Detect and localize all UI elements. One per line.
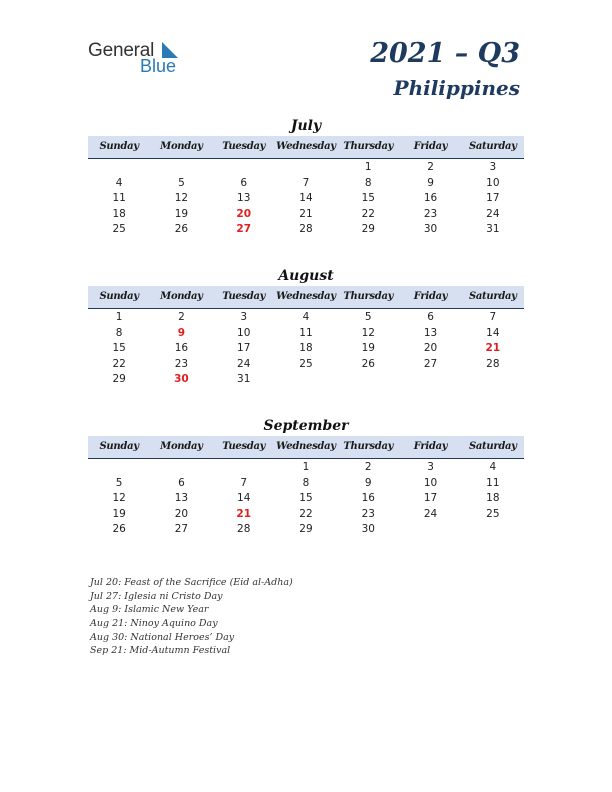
- week-row: [88, 357, 524, 373]
- month-august: [88, 266, 524, 388]
- date-cell: 15: [112, 342, 126, 354]
- date-cell: 13: [237, 192, 251, 204]
- holiday-note: Jul 27: Iglesia ni Cristo Day: [90, 590, 223, 602]
- date-cell: 7: [302, 176, 310, 189]
- date-cell: 1: [302, 461, 310, 473]
- weekday-header: [88, 436, 524, 459]
- date-cell: 10: [423, 476, 438, 489]
- date-cell: 2: [427, 161, 434, 173]
- empty-cell: [399, 522, 461, 538]
- empty-cell: [150, 460, 212, 476]
- weekday-label: Saturday: [468, 141, 517, 152]
- date-cell: 2: [364, 461, 372, 473]
- date-cell: 20: [423, 342, 438, 354]
- date-cell: 27: [174, 523, 189, 535]
- date-cell: 23: [423, 207, 438, 220]
- date-cell: 18: [486, 492, 500, 504]
- brand-text-blue: Blue: [140, 56, 177, 76]
- date-cell: 26: [174, 223, 189, 235]
- month-name: September: [263, 418, 349, 434]
- holiday-note: Sep 21: Mid-Autumn Festival: [90, 645, 231, 657]
- date-cell: 8: [115, 326, 123, 339]
- brand-text-general: General: [88, 40, 155, 61]
- date-cell: 11: [486, 476, 500, 489]
- empty-cell: [275, 372, 337, 388]
- date-cell: 18: [299, 342, 313, 354]
- holiday-date-cell: 30: [174, 373, 189, 385]
- date-cell: 25: [486, 507, 500, 520]
- date-cell: 9: [427, 176, 434, 189]
- date-cell: 22: [112, 357, 126, 370]
- weekday-label: Monday: [160, 141, 203, 152]
- date-cell: 15: [361, 192, 375, 204]
- date-cell: 16: [361, 492, 375, 504]
- date-cell: 4: [115, 176, 123, 189]
- weekday-label: Tuesday: [222, 141, 266, 152]
- weekday-label: Tuesday: [222, 441, 266, 452]
- empty-cell: [88, 160, 150, 176]
- empty-cell: [275, 160, 337, 176]
- date-cell: 28: [237, 523, 251, 535]
- date-cell: 17: [237, 342, 251, 354]
- holiday-date-cell: 27: [236, 223, 252, 235]
- empty-cell: [399, 372, 461, 388]
- date-cell: 3: [489, 161, 497, 173]
- date-cell: 24: [486, 207, 500, 220]
- date-cell: 19: [174, 207, 189, 220]
- date-cell: 1: [364, 161, 372, 173]
- week-row: [88, 176, 524, 192]
- empty-cell: [88, 460, 150, 476]
- date-cell: 23: [174, 357, 189, 370]
- date-cell: 13: [423, 326, 438, 339]
- month-name: July: [290, 118, 322, 134]
- date-cell: 7: [489, 311, 497, 323]
- holiday-notes: [90, 576, 293, 658]
- month-grid: [88, 159, 524, 238]
- date-cell: 5: [115, 476, 123, 489]
- date-cell: 29: [299, 523, 313, 535]
- date-cell: 8: [302, 476, 310, 489]
- date-cell: 24: [423, 507, 438, 520]
- date-cell: 26: [361, 357, 375, 370]
- date-cell: 24: [237, 357, 251, 370]
- week-row: [88, 160, 524, 176]
- empty-cell: [213, 160, 275, 176]
- date-cell: 7: [240, 476, 248, 489]
- weekday-label: Sunday: [99, 141, 139, 152]
- month-name: August: [278, 268, 334, 284]
- weekday-label: Wednesday: [276, 291, 336, 302]
- date-cell: 31: [237, 373, 251, 385]
- date-cell: 28: [299, 223, 313, 235]
- date-cell: 31: [486, 223, 500, 235]
- week-row: [88, 341, 524, 357]
- weekday-label: Thursday: [343, 141, 394, 152]
- date-cell: 5: [364, 311, 372, 323]
- date-cell: 4: [302, 311, 310, 323]
- date-cell: 4: [489, 461, 497, 473]
- week-row: [88, 507, 524, 523]
- holiday-date-cell: 21: [236, 507, 252, 520]
- date-cell: 29: [361, 223, 375, 235]
- brand-logo: [88, 40, 198, 80]
- date-cell: 8: [364, 176, 372, 189]
- date-cell: 23: [361, 507, 375, 520]
- date-cell: 30: [423, 223, 438, 235]
- date-cell: 16: [174, 342, 189, 354]
- date-cell: 14: [486, 326, 500, 339]
- week-row: [88, 491, 524, 507]
- week-row: [88, 372, 524, 388]
- date-cell: 3: [427, 461, 434, 473]
- date-cell: 22: [299, 507, 313, 520]
- date-cell: 11: [299, 326, 313, 339]
- empty-cell: [337, 372, 399, 388]
- holiday-date-cell: 21: [485, 342, 501, 354]
- date-cell: 19: [361, 342, 375, 354]
- date-cell: 10: [486, 176, 500, 189]
- empty-cell: [462, 372, 524, 388]
- month-grid: [88, 459, 524, 538]
- weekday-label: Sunday: [99, 291, 139, 302]
- week-row: [88, 460, 524, 476]
- week-row: [88, 191, 524, 207]
- date-cell: 14: [299, 192, 313, 204]
- date-cell: 21: [299, 207, 313, 220]
- month-july: [88, 116, 524, 238]
- holiday-note: Aug 30: National Heroes’ Day: [90, 631, 235, 643]
- date-cell: 1: [115, 311, 123, 323]
- date-cell: 9: [364, 476, 372, 489]
- week-row: [88, 476, 524, 492]
- weekday-label: Friday: [413, 141, 448, 152]
- date-cell: 17: [423, 492, 438, 504]
- date-cell: 3: [240, 311, 248, 323]
- holiday-note: Aug 21: Ninoy Aquino Day: [90, 618, 218, 630]
- weekday-label: Saturday: [468, 291, 517, 302]
- weekday-label: Wednesday: [276, 441, 336, 452]
- empty-cell: [213, 460, 275, 476]
- date-cell: 16: [423, 192, 438, 204]
- date-cell: 6: [240, 176, 248, 189]
- weekday-label: Wednesday: [276, 141, 336, 152]
- date-cell: 12: [112, 492, 126, 504]
- date-cell: 10: [237, 326, 251, 339]
- date-cell: 13: [174, 492, 189, 504]
- date-cell: 18: [112, 207, 126, 220]
- date-cell: 30: [361, 523, 375, 535]
- week-row: [88, 522, 524, 538]
- holiday-date-cell: 9: [177, 326, 186, 339]
- weekday-label: Monday: [160, 291, 203, 302]
- weekday-label: Thursday: [343, 291, 394, 302]
- date-cell: 20: [174, 507, 189, 520]
- weekday-label: Saturday: [468, 441, 517, 452]
- holiday-date-cell: 20: [236, 207, 252, 220]
- weekday-label: Friday: [413, 441, 448, 452]
- weekday-label: Friday: [413, 291, 448, 302]
- date-cell: 25: [112, 223, 126, 235]
- date-cell: 15: [299, 492, 313, 504]
- date-cell: 19: [112, 507, 126, 520]
- date-cell: 17: [486, 192, 500, 204]
- holiday-note: Aug 9: Islamic New Year: [90, 604, 209, 616]
- month-grid: [88, 309, 524, 388]
- date-cell: 12: [361, 326, 375, 339]
- weekday-label: Monday: [160, 441, 203, 452]
- date-cell: 14: [237, 492, 251, 504]
- week-row: [88, 222, 524, 238]
- date-cell: 2: [178, 311, 185, 323]
- weekday-header: [88, 136, 524, 159]
- date-cell: 12: [174, 192, 189, 204]
- weekday-header: [88, 286, 524, 309]
- empty-cell: [150, 160, 212, 176]
- weekday-label: Tuesday: [222, 291, 266, 302]
- week-row: [88, 310, 524, 326]
- date-cell: 11: [112, 192, 126, 204]
- weekday-label: Thursday: [343, 441, 394, 452]
- date-cell: 29: [112, 373, 126, 385]
- page-subtitle: Philippines: [393, 76, 520, 100]
- date-cell: 26: [112, 523, 126, 535]
- date-cell: 28: [486, 357, 500, 370]
- date-cell: 25: [299, 357, 313, 370]
- date-cell: 5: [178, 176, 185, 189]
- week-row: [88, 326, 524, 342]
- holiday-note: Jul 20: Feast of the Sacrifice (Eid al-Adha): [90, 577, 293, 588]
- date-cell: 6: [178, 476, 185, 489]
- date-cell: 22: [361, 207, 375, 220]
- empty-cell: [462, 522, 524, 538]
- date-cell: 6: [427, 311, 434, 323]
- week-row: [88, 207, 524, 223]
- page-title: 2021 – Q3: [370, 38, 520, 69]
- month-september: [88, 416, 524, 538]
- weekday-label: Sunday: [99, 441, 139, 452]
- date-cell: 27: [423, 357, 438, 370]
